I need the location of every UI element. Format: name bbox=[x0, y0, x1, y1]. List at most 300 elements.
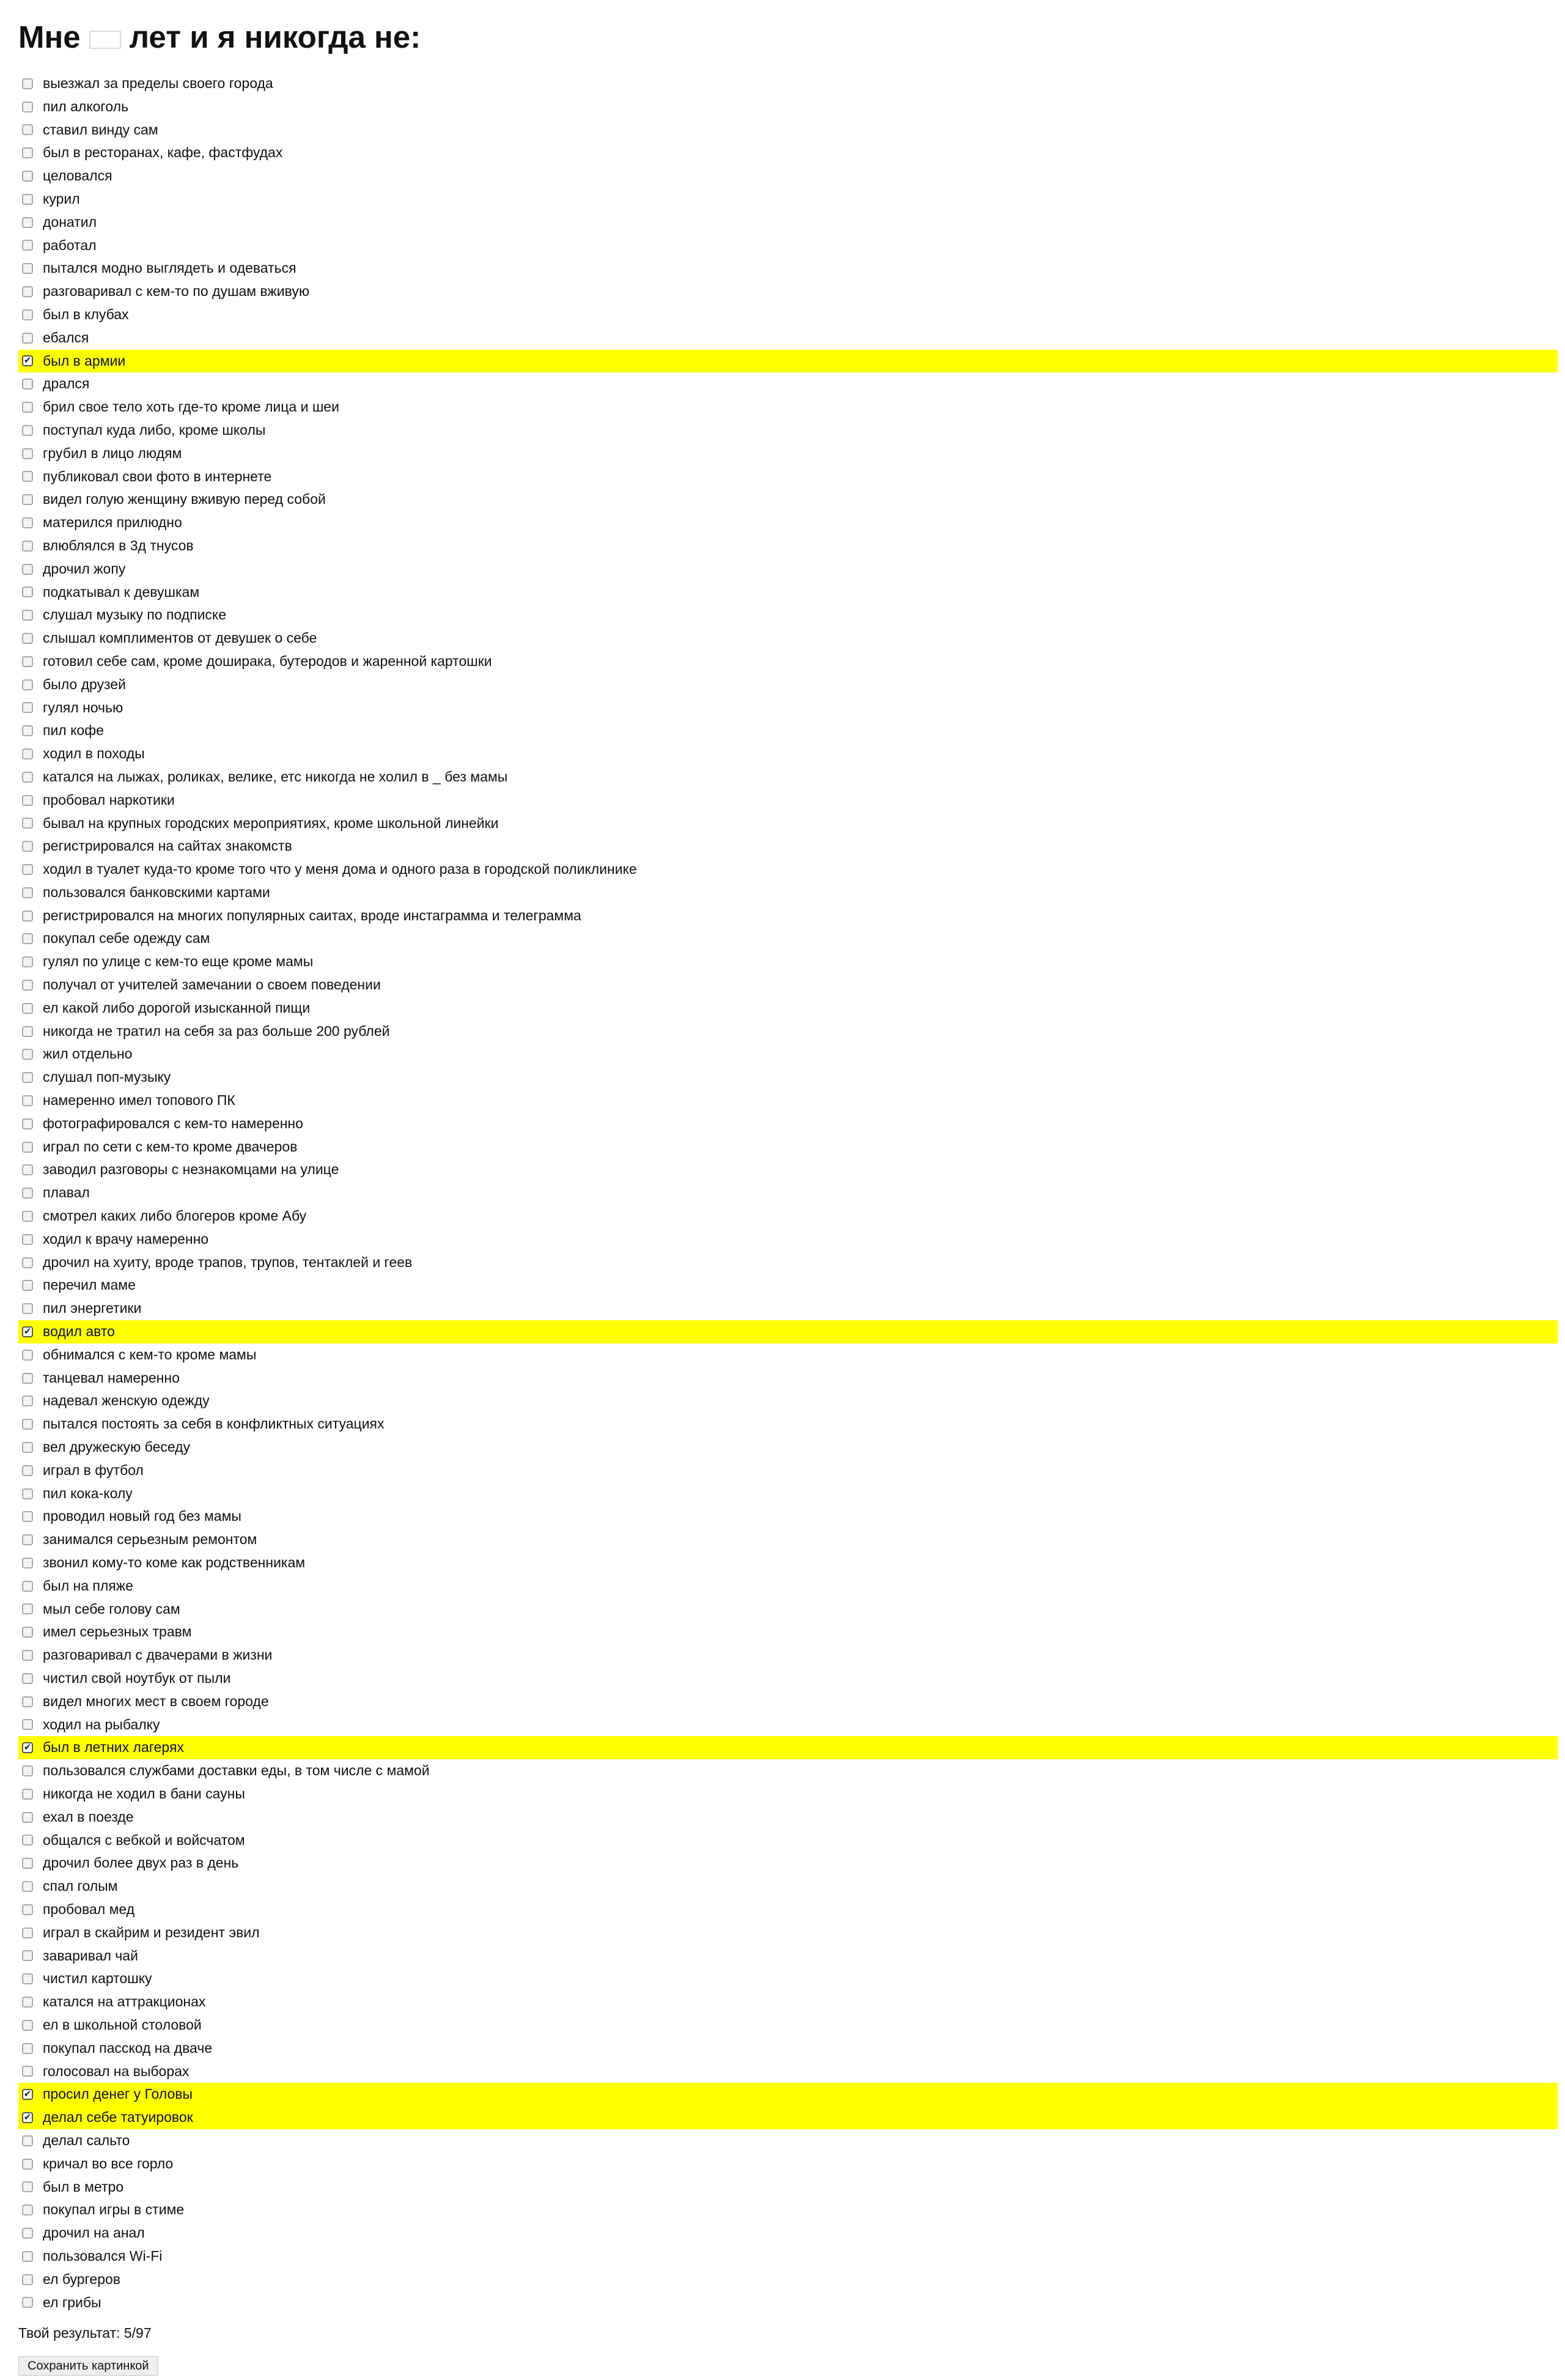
checkbox-checked[interactable] bbox=[22, 355, 33, 366]
checkbox[interactable] bbox=[22, 1095, 33, 1106]
checklist-item[interactable] bbox=[18, 465, 1558, 489]
checkmark-icon: ✔ bbox=[23, 1742, 32, 1753]
checklist-item-label: дрочил жопу bbox=[43, 560, 126, 577]
checklist-item[interactable] bbox=[18, 1274, 1558, 1297]
checklist-item[interactable] bbox=[18, 2153, 1558, 2176]
checklist-item-label: видел голую женщину вживую перед собой bbox=[43, 491, 326, 508]
checkbox-checked[interactable] bbox=[22, 1326, 33, 1337]
checklist-item-label: грубил в лицо людям bbox=[43, 445, 182, 461]
checkbox[interactable] bbox=[22, 1211, 33, 1222]
checkbox[interactable] bbox=[22, 379, 33, 390]
checklist-item-label: кричал во все горло bbox=[43, 2155, 174, 2171]
checklist-item-label: получал от учителей замечании о своем поведении bbox=[43, 977, 381, 993]
checklist-item[interactable] bbox=[18, 1921, 1558, 1945]
checklist-item[interactable] bbox=[18, 1852, 1558, 1875]
checklist-item[interactable] bbox=[18, 1945, 1558, 1968]
checklist-item[interactable] bbox=[18, 1690, 1558, 1713]
checklist-item[interactable] bbox=[18, 835, 1558, 858]
checklist-item[interactable] bbox=[18, 2129, 1558, 2153]
checklist-item[interactable] bbox=[18, 1967, 1558, 1990]
checkbox[interactable] bbox=[22, 448, 33, 459]
checklist-item[interactable] bbox=[18, 419, 1558, 442]
checkbox[interactable] bbox=[22, 841, 33, 852]
checkbox[interactable] bbox=[22, 1003, 33, 1014]
checkbox[interactable] bbox=[22, 2274, 33, 2285]
checklist-item[interactable] bbox=[18, 372, 1558, 396]
checklist-item[interactable] bbox=[18, 2268, 1558, 2291]
checklist-item-label: фотографировался с кем-то намеренно bbox=[43, 1115, 303, 1131]
checklist-item-label: заваривал чай bbox=[43, 1947, 138, 1964]
checkbox[interactable] bbox=[22, 1072, 33, 1083]
checklist-item-label: бывал на крупных городских мероприятиях, кроме школьной линейки bbox=[43, 815, 499, 831]
checkbox[interactable] bbox=[22, 1673, 33, 1684]
checkbox[interactable] bbox=[22, 124, 33, 135]
checkbox[interactable] bbox=[22, 286, 33, 297]
checklist-item-label: слушал музыку по подписке bbox=[43, 607, 227, 623]
checklist-item[interactable] bbox=[18, 1251, 1558, 1274]
checklist-item[interactable] bbox=[18, 766, 1558, 789]
checkmark-icon: ✔ bbox=[23, 2089, 32, 2100]
checkbox[interactable] bbox=[22, 2228, 33, 2239]
checkbox[interactable] bbox=[22, 1765, 33, 1776]
checklist-item[interactable] bbox=[18, 2198, 1558, 2222]
checklist-item-label: никогда не ходил в бани сауны bbox=[43, 1785, 245, 1802]
checkbox[interactable] bbox=[22, 748, 33, 759]
checkbox[interactable] bbox=[22, 309, 33, 320]
checklist-item[interactable] bbox=[18, 1459, 1558, 1482]
checklist-item[interactable] bbox=[18, 1158, 1558, 1181]
checklist-item-label: влюблялся в 3д тнусов bbox=[43, 537, 194, 553]
checklist-item[interactable] bbox=[18, 1783, 1558, 1806]
checklist-item[interactable] bbox=[18, 1598, 1558, 1621]
checklist-item[interactable] bbox=[18, 697, 1558, 720]
checklist-item-label: делал себе татуировок bbox=[43, 2109, 193, 2126]
checklist-item-label: проводил новый год без мамы bbox=[43, 1508, 241, 1524]
title-prefix: Мне bbox=[18, 20, 81, 54]
save-image-button[interactable]: Сохранить картинкой bbox=[18, 2356, 158, 2376]
checklist-item[interactable] bbox=[18, 350, 1558, 373]
checkbox[interactable] bbox=[22, 956, 33, 967]
checkbox[interactable] bbox=[22, 494, 33, 505]
checklist-item-label: регистрировался на многих популярных саитах, вроде инстаграмма и телеграмма bbox=[43, 907, 581, 923]
checklist-item-label: пользовался службами доставки еды, в том числе с мамой bbox=[43, 1762, 430, 1779]
checklist-item-label: был в летних лагерях bbox=[43, 1739, 184, 1756]
checkbox[interactable] bbox=[22, 1395, 33, 1406]
checklist-item-label: слушал поп-музыку bbox=[43, 1069, 171, 1085]
checklist-item-label: дрался bbox=[43, 375, 90, 392]
checklist-item-label: был в метро bbox=[43, 2178, 124, 2195]
checklist-item-label: играл в футбол bbox=[43, 1462, 144, 1478]
checklist-item[interactable] bbox=[18, 1112, 1558, 1136]
checkbox[interactable] bbox=[22, 471, 33, 482]
checklist-item-label: звонил кому-то коме как родственникам bbox=[43, 1554, 306, 1570]
checklist-item-label: жил отдельно bbox=[43, 1046, 133, 1062]
checklist-item[interactable] bbox=[18, 742, 1558, 766]
checklist-item-label: покупал пасскод на дваче bbox=[43, 2039, 213, 2056]
checklist-item[interactable] bbox=[18, 95, 1558, 119]
checklist-item-label: подкатывал к девушкам bbox=[43, 583, 200, 600]
checklist-item[interactable] bbox=[18, 2106, 1558, 2129]
checklist-item[interactable] bbox=[18, 1020, 1558, 1043]
checklist-item[interactable] bbox=[18, 1205, 1558, 1228]
checklist-item-label: публиковал свои фото в интернете bbox=[43, 468, 272, 484]
checklist-item-label: общался с вебкой и войсчатом bbox=[43, 1831, 245, 1848]
checklist-item-label: пил алкоголь bbox=[43, 98, 129, 114]
checkbox-checked[interactable] bbox=[22, 1742, 33, 1753]
checkbox[interactable] bbox=[22, 1927, 33, 1938]
checklist-item-label: пил энергетики bbox=[43, 1300, 142, 1317]
checklist-item-label: ел какой либо дорогой изысканной пищи bbox=[43, 999, 311, 1016]
checklist-item-label: пил кофе bbox=[43, 722, 104, 739]
checkbox[interactable] bbox=[22, 402, 33, 413]
checklist-item[interactable] bbox=[18, 119, 1558, 142]
checklist-item[interactable] bbox=[18, 442, 1558, 465]
checklist-item[interactable] bbox=[18, 1482, 1558, 1506]
checklist-item-label: обнимался с кем-то кроме мамы bbox=[43, 1346, 257, 1362]
checklist-item-label: гулял ночью bbox=[43, 699, 123, 715]
checkbox[interactable] bbox=[22, 933, 33, 944]
checklist-item[interactable] bbox=[18, 1621, 1558, 1644]
checklist-item[interactable] bbox=[18, 141, 1558, 164]
checklist-item[interactable] bbox=[18, 303, 1558, 327]
checklist-item[interactable] bbox=[18, 2222, 1558, 2245]
checkbox[interactable] bbox=[22, 610, 33, 621]
checkbox[interactable] bbox=[22, 818, 33, 829]
checkbox[interactable] bbox=[22, 1627, 33, 1638]
checkbox[interactable] bbox=[22, 1858, 33, 1869]
checkbox[interactable] bbox=[22, 333, 33, 344]
checklist-item-label: гулял по улице с кем-то еще кроме мамы bbox=[43, 953, 314, 970]
checklist-item-label: занимался серьезным ремонтом bbox=[43, 1531, 257, 1548]
checklist-item[interactable] bbox=[18, 2083, 1558, 2106]
checklist-item[interactable] bbox=[18, 1066, 1558, 1089]
checkbox[interactable] bbox=[22, 1719, 33, 1730]
result-text: Твой результат: 5/97 bbox=[18, 2325, 152, 2341]
checklist-item-label: донатил bbox=[43, 213, 97, 230]
checkbox[interactable] bbox=[22, 1950, 33, 1961]
checklist-item-label: был в армии bbox=[43, 352, 126, 369]
checkbox[interactable] bbox=[22, 1257, 33, 1268]
checklist-item-label: играл в скайрим и резидент эвил bbox=[43, 1924, 260, 1940]
checklist-item-label: выезжал за пределы своего города bbox=[43, 75, 273, 91]
checklist-item[interactable] bbox=[18, 488, 1558, 511]
checklist-item[interactable] bbox=[18, 789, 1558, 812]
checklist-item[interactable] bbox=[18, 1089, 1558, 1112]
checklist-item[interactable] bbox=[18, 2060, 1558, 2083]
checklist-item[interactable] bbox=[18, 1736, 1558, 1759]
checklist-item[interactable] bbox=[18, 534, 1558, 558]
checklist-item[interactable] bbox=[18, 327, 1558, 350]
checklist-item-label: видел многих мест в своем городе bbox=[43, 1693, 269, 1709]
checklist-item[interactable] bbox=[18, 211, 1558, 234]
checklist-item-label: пользовался банковскими картами bbox=[43, 884, 270, 900]
checklist-item-label: чистил картошку bbox=[43, 1970, 152, 1987]
checkbox[interactable] bbox=[22, 1049, 33, 1060]
checklist-item[interactable] bbox=[18, 604, 1558, 627]
checklist-item-label: ходил в туалет куда-то кроме того что у меня дома и одного раза в городской поликлинике bbox=[43, 861, 637, 878]
checklist-item-label: ходил в походы bbox=[43, 745, 145, 762]
checkbox[interactable] bbox=[22, 517, 33, 528]
checklist-item[interactable] bbox=[18, 650, 1558, 673]
checkbox[interactable] bbox=[22, 2043, 33, 2054]
checklist-item-label: дрочил на анал bbox=[43, 2225, 145, 2241]
checklist-item-label: делал сальто bbox=[43, 2132, 130, 2148]
checklist-item-label: покупал игры в стиме bbox=[43, 2201, 185, 2218]
checklist-item[interactable] bbox=[18, 1343, 1558, 1367]
checklist-item[interactable] bbox=[18, 927, 1558, 950]
checkbox-checked[interactable] bbox=[22, 2112, 33, 2123]
checkbox[interactable] bbox=[22, 1465, 33, 1476]
checkbox[interactable] bbox=[22, 1442, 33, 1453]
checklist-item[interactable] bbox=[18, 1436, 1558, 1459]
age-input[interactable] bbox=[89, 31, 121, 49]
checkbox[interactable] bbox=[22, 1419, 33, 1430]
checklist-item-label: имел серьезных травм bbox=[43, 1624, 192, 1640]
checklist-item-label: спал голым bbox=[43, 1878, 118, 1894]
checkbox[interactable] bbox=[22, 1350, 33, 1361]
checklist-item[interactable] bbox=[18, 1136, 1558, 1159]
checkbox[interactable] bbox=[22, 679, 33, 690]
checklist-item-label: пробовал наркотики bbox=[43, 791, 175, 808]
checklist-item-label: намеренно имел топового ПК bbox=[43, 1092, 235, 1109]
checklist-item-label: перечил маме bbox=[43, 1277, 136, 1293]
checklist-item-label: мыл себе голову сам bbox=[43, 1600, 180, 1617]
checkbox[interactable] bbox=[22, 1558, 33, 1569]
checklist-item[interactable] bbox=[18, 1389, 1558, 1413]
checklist-item-label: вел дружескую беседу bbox=[43, 1439, 191, 1455]
checkbox[interactable] bbox=[22, 2066, 33, 2077]
checkbox[interactable] bbox=[22, 795, 33, 806]
checklist-item-label: катался на аттракционах bbox=[43, 1994, 206, 2010]
checklist-item-label: просил денег у Головы bbox=[43, 2086, 193, 2102]
checkbox[interactable] bbox=[22, 1026, 33, 1037]
checklist-item-label: пил кока-колу bbox=[43, 1485, 133, 1501]
checklist-item-label: заводил разговоры с незнакомцами на улице bbox=[43, 1161, 339, 1178]
checkbox-checked[interactable] bbox=[22, 2089, 33, 2100]
checklist-item-label: матерился прилюдно bbox=[43, 514, 182, 531]
checklist-item[interactable] bbox=[18, 72, 1558, 95]
checklist-item-label: никогда не тратил на себя за раз больше 200 рублей bbox=[43, 1022, 390, 1039]
checklist-item-label: курил bbox=[43, 190, 80, 207]
checklist-item-label: поступал куда либо, кроме школы bbox=[43, 421, 266, 438]
checkbox[interactable] bbox=[22, 1997, 33, 2008]
checklist-item[interactable] bbox=[18, 812, 1558, 835]
checkbox[interactable] bbox=[22, 425, 33, 436]
checkbox[interactable] bbox=[22, 2135, 33, 2146]
checkbox[interactable] bbox=[22, 725, 33, 736]
checklist-item-label: пытался модно выглядеть и одеваться bbox=[43, 260, 296, 276]
checkmark-icon: ✔ bbox=[23, 355, 32, 366]
checkbox[interactable] bbox=[22, 1881, 33, 1892]
checklist bbox=[18, 72, 1558, 2314]
checkbox[interactable] bbox=[22, 702, 33, 713]
checkbox[interactable] bbox=[22, 564, 33, 575]
checklist-item[interactable] bbox=[18, 627, 1558, 650]
checkmark-icon: ✔ bbox=[23, 2112, 32, 2123]
checkbox[interactable] bbox=[22, 1488, 33, 1499]
checklist-item[interactable] bbox=[18, 1713, 1558, 1737]
checklist-item[interactable] bbox=[18, 1990, 1558, 2014]
checklist-item-label: танцевал намеренно bbox=[43, 1369, 180, 1386]
checklist-item[interactable] bbox=[18, 2037, 1558, 2060]
checkbox[interactable] bbox=[22, 1904, 33, 1915]
checklist-item[interactable] bbox=[18, 997, 1558, 1020]
checklist-item-label: смотрел каких либо блогеров кроме Абу bbox=[43, 1208, 307, 1224]
checklist-item-label: водил авто bbox=[43, 1323, 115, 1340]
checkbox[interactable] bbox=[22, 1373, 33, 1384]
checklist-item[interactable] bbox=[18, 511, 1558, 534]
checklist-item-label: ебался bbox=[43, 329, 89, 346]
checklist-item[interactable] bbox=[18, 1320, 1558, 1343]
checkbox[interactable] bbox=[22, 2020, 33, 2031]
checklist-item[interactable] bbox=[18, 881, 1558, 904]
checkbox[interactable] bbox=[22, 911, 33, 922]
checklist-item[interactable] bbox=[18, 2176, 1558, 2199]
checkbox[interactable] bbox=[22, 864, 33, 875]
checkbox[interactable] bbox=[22, 1603, 33, 1614]
checklist-item-label: катался на лыжах, роликах, велике, етс никогда не холил в _ без мамы bbox=[43, 768, 508, 785]
checklist-item-label: ходил к врачу намеренно bbox=[43, 1230, 209, 1247]
checkbox[interactable] bbox=[22, 240, 33, 251]
checkbox[interactable] bbox=[22, 1973, 33, 1984]
checkbox[interactable] bbox=[22, 1789, 33, 1800]
checklist-item-label: дрочил на хуиту, вроде трапов, трупов, тентаклей и геев bbox=[43, 1254, 413, 1270]
checkbox[interactable] bbox=[22, 980, 33, 991]
checklist-item[interactable] bbox=[18, 1829, 1558, 1852]
checkbox[interactable] bbox=[22, 2181, 33, 2192]
checklist-item[interactable] bbox=[18, 1413, 1558, 1436]
checklist-item-label: чистил свой ноутбук от пыли bbox=[43, 1669, 231, 1686]
checklist-item[interactable] bbox=[18, 188, 1558, 211]
checkbox[interactable] bbox=[22, 102, 33, 113]
checklist-item[interactable] bbox=[18, 1575, 1558, 1598]
checklist-item[interactable] bbox=[18, 1505, 1558, 1528]
checklist-item[interactable] bbox=[18, 1043, 1558, 1066]
checklist-item[interactable] bbox=[18, 581, 1558, 604]
checklist-item[interactable] bbox=[18, 1806, 1558, 1829]
checkbox[interactable] bbox=[22, 78, 33, 89]
checklist-item[interactable] bbox=[18, 257, 1558, 280]
checklist-item-label: брил свое тело хоть где-то кроме лица и шеи bbox=[43, 399, 339, 415]
checklist-item-label: ходил на рыбалку bbox=[43, 1716, 160, 1732]
checklist-item-label: целовался bbox=[43, 168, 112, 184]
checkbox[interactable] bbox=[22, 2159, 33, 2170]
checkbox[interactable] bbox=[22, 147, 33, 158]
checkbox[interactable] bbox=[22, 1696, 33, 1707]
checkbox[interactable] bbox=[22, 633, 33, 644]
checklist-item-label: надевал женскую одежду bbox=[43, 1392, 210, 1409]
checkbox[interactable] bbox=[22, 1280, 33, 1291]
checklist-item-label: ел бургеров bbox=[43, 2271, 121, 2287]
checklist-item[interactable] bbox=[18, 904, 1558, 928]
checklist-item-label: разговаривал с кем-то по душам вживую bbox=[43, 283, 310, 300]
checklist-item[interactable] bbox=[18, 1875, 1558, 1898]
checklist-item[interactable] bbox=[18, 974, 1558, 997]
checklist-item-label: слышал комплиментов от девушек о себе bbox=[43, 630, 317, 646]
checklist-item[interactable] bbox=[18, 1528, 1558, 1551]
checkmark-icon: ✔ bbox=[23, 1326, 32, 1337]
checkbox[interactable] bbox=[22, 1142, 33, 1153]
checkbox[interactable] bbox=[22, 541, 33, 552]
checklist-item[interactable] bbox=[18, 1898, 1558, 1921]
checklist-item[interactable] bbox=[18, 2014, 1558, 2037]
checklist-item[interactable] bbox=[18, 558, 1558, 581]
checklist-item[interactable] bbox=[18, 1228, 1558, 1251]
checkbox[interactable] bbox=[22, 1303, 33, 1314]
checkbox[interactable] bbox=[22, 772, 33, 783]
checklist-item-label: ел в школьной столовой bbox=[43, 2016, 202, 2033]
checklist-item[interactable] bbox=[18, 719, 1558, 742]
checkbox[interactable] bbox=[22, 1164, 33, 1175]
checkbox[interactable] bbox=[22, 586, 33, 597]
checkbox[interactable] bbox=[22, 1188, 33, 1199]
checkbox[interactable] bbox=[22, 171, 33, 182]
checklist-item[interactable] bbox=[18, 673, 1558, 697]
checkbox[interactable] bbox=[22, 1812, 33, 1823]
checklist-item[interactable] bbox=[18, 1667, 1558, 1690]
checklist-item[interactable] bbox=[18, 280, 1558, 303]
checklist-item-label: был в клубах bbox=[43, 306, 129, 322]
checkbox[interactable] bbox=[22, 263, 33, 274]
checklist-item[interactable] bbox=[18, 1181, 1558, 1205]
checklist-item-label: плавал bbox=[43, 1184, 90, 1201]
checklist-item-label: был на пляже bbox=[43, 1577, 133, 1594]
checkbox[interactable] bbox=[22, 656, 33, 667]
checklist-item-label: ел грибы bbox=[43, 2294, 101, 2310]
checkbox[interactable] bbox=[22, 1118, 33, 1129]
checkbox[interactable] bbox=[22, 217, 33, 228]
checklist-item-label: ставил винду сам bbox=[43, 121, 158, 138]
checklist-item[interactable] bbox=[18, 234, 1558, 257]
checklist-item[interactable] bbox=[18, 950, 1558, 974]
checklist-item[interactable] bbox=[18, 1644, 1558, 1667]
checklist-item-label: был в ресторанах, кафе, фастфудах bbox=[43, 144, 283, 161]
checkbox[interactable] bbox=[22, 1534, 33, 1545]
checklist-item-label: готовил себе сам, кроме доширака, бутеродов и жаренной картошки bbox=[43, 652, 492, 669]
page-title bbox=[18, 18, 421, 56]
checkbox[interactable] bbox=[22, 1581, 33, 1592]
checklist-item[interactable] bbox=[18, 858, 1558, 881]
checklist-item[interactable] bbox=[18, 2291, 1558, 2315]
checklist-item-label: играл по сети с кем-то кроме двачеров bbox=[43, 1138, 298, 1155]
checkbox[interactable] bbox=[22, 887, 33, 898]
checklist-item-label: покупал себе одежду сам bbox=[43, 930, 210, 947]
checklist-item-label: ехал в поезде bbox=[43, 1808, 134, 1825]
checkbox[interactable] bbox=[22, 1511, 33, 1522]
checkbox[interactable] bbox=[22, 1234, 33, 1245]
checkbox[interactable] bbox=[22, 2297, 33, 2308]
checklist-item[interactable] bbox=[18, 2245, 1558, 2268]
checkbox[interactable] bbox=[22, 1650, 33, 1661]
checklist-item[interactable] bbox=[18, 1297, 1558, 1320]
checklist-item-label: работал bbox=[43, 237, 97, 253]
checklist-item[interactable] bbox=[18, 396, 1558, 419]
checklist-item-label: разговаривал с двачерами в жизни bbox=[43, 1647, 273, 1663]
checklist-item[interactable] bbox=[18, 1759, 1558, 1783]
checklist-item-label: пробовал мед bbox=[43, 1901, 135, 1917]
checklist-item-label: было друзей bbox=[43, 676, 126, 692]
checklist-item[interactable] bbox=[18, 1551, 1558, 1575]
checklist-item-label: пытался постоять за себя в конфликтных ситуациях bbox=[43, 1416, 385, 1432]
checklist-item[interactable] bbox=[18, 1367, 1558, 1390]
checkbox[interactable] bbox=[22, 1835, 33, 1846]
checklist-item-label: регистрировался на сайтах знакомств bbox=[43, 838, 292, 854]
checklist-item-label: дрочил более двух раз в день bbox=[43, 1855, 239, 1871]
checkbox[interactable] bbox=[22, 194, 33, 205]
checklist-item[interactable] bbox=[18, 164, 1558, 188]
checkbox[interactable] bbox=[22, 2251, 33, 2262]
checkbox[interactable] bbox=[22, 2204, 33, 2216]
